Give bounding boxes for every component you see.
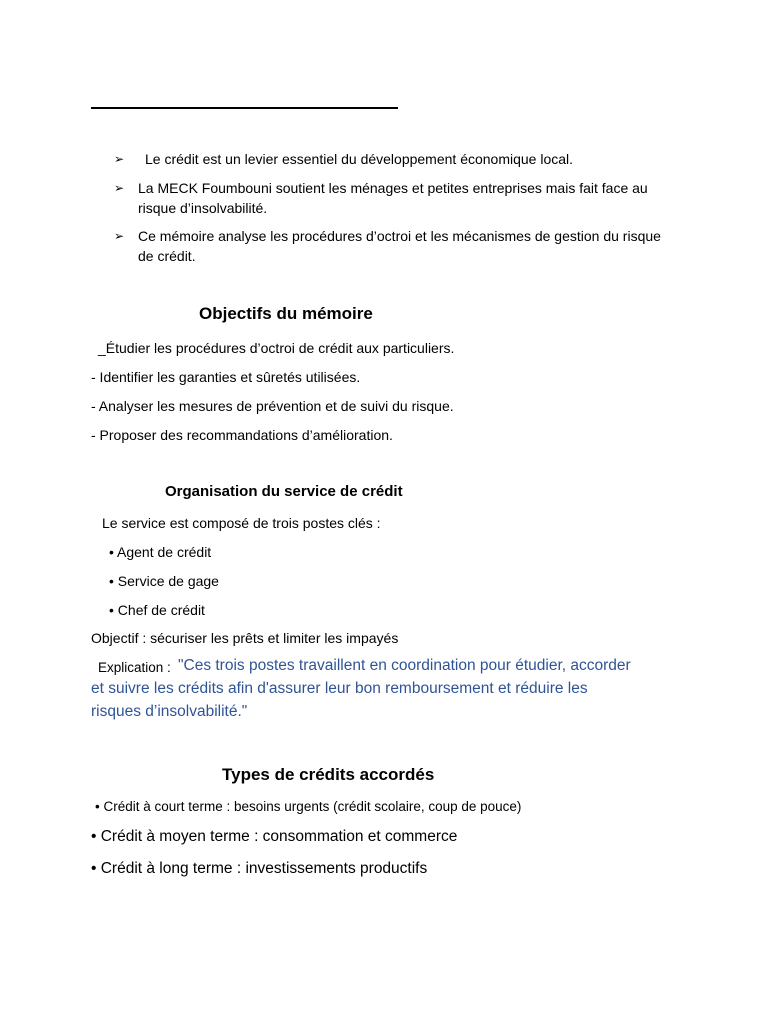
objective-item-4: - Proposer des recommandations d’amélioration. <box>91 427 393 443</box>
explanation-line-3: risques d’insolvabilité." <box>91 703 248 720</box>
objective-item-2: - Identifier les garanties et sûretés utilisées. <box>91 369 361 385</box>
top-rule <box>91 107 398 109</box>
intro-bullet-2-line-1: La MECK Foumbouni soutient les ménages et petites entreprises mais fait face au <box>138 180 648 196</box>
objective-item-1: _Étudier les procédures d’octroi de crédit aux particuliers. <box>98 340 455 356</box>
intro-bullet-2-line-2: risque d’insolvabilité. <box>138 200 268 216</box>
arrow-bullet-icon: ➢ <box>114 152 125 166</box>
arrow-bullet-icon: ➢ <box>114 229 125 243</box>
organisation-heading: Organisation du service de crédit <box>165 483 403 500</box>
arrow-bullet-icon: ➢ <box>114 181 125 195</box>
credit-type-short: • Crédit à court terme : besoins urgents (crédit scolaire, coup de pouce) <box>95 799 522 814</box>
intro-bullet-3-line-2: de crédit. <box>138 248 196 264</box>
objective-item-3: - Analyser les mesures de prévention et de suivi du risque. <box>91 398 454 414</box>
explanation-line-1: "Ces trois postes travaillent en coordination pour étudier, accorder <box>178 657 631 674</box>
post-item-1: • Agent de crédit <box>109 544 212 560</box>
intro-bullet-1: Le crédit est un levier essentiel du développement économique local. <box>145 151 574 167</box>
post-item-3: • Chef de crédit <box>109 602 205 618</box>
intro-bullet-3-line-1: Ce mémoire analyse les procédures d’octroi et les mécanismes de gestion du risque <box>138 228 661 244</box>
objectives-heading: Objectifs du mémoire <box>199 304 373 323</box>
organisation-objective: Objectif : sécuriser les prêts et limiter les impayés <box>91 630 399 646</box>
explanation-line-2: et suivre les crédits afin d'assurer leur bon remboursement et réduire les <box>91 680 588 697</box>
organisation-intro: Le service est composé de trois postes clés : <box>102 515 381 531</box>
credit-types-heading: Types de crédits accordés <box>222 765 435 784</box>
post-item-2: • Service de gage <box>109 573 219 589</box>
credit-type-long: • Crédit à long terme : investissements productifs <box>91 860 428 877</box>
credit-type-medium: • Crédit à moyen terme : consommation et commerce <box>91 828 458 845</box>
explanation-label: Explication : <box>98 660 171 675</box>
